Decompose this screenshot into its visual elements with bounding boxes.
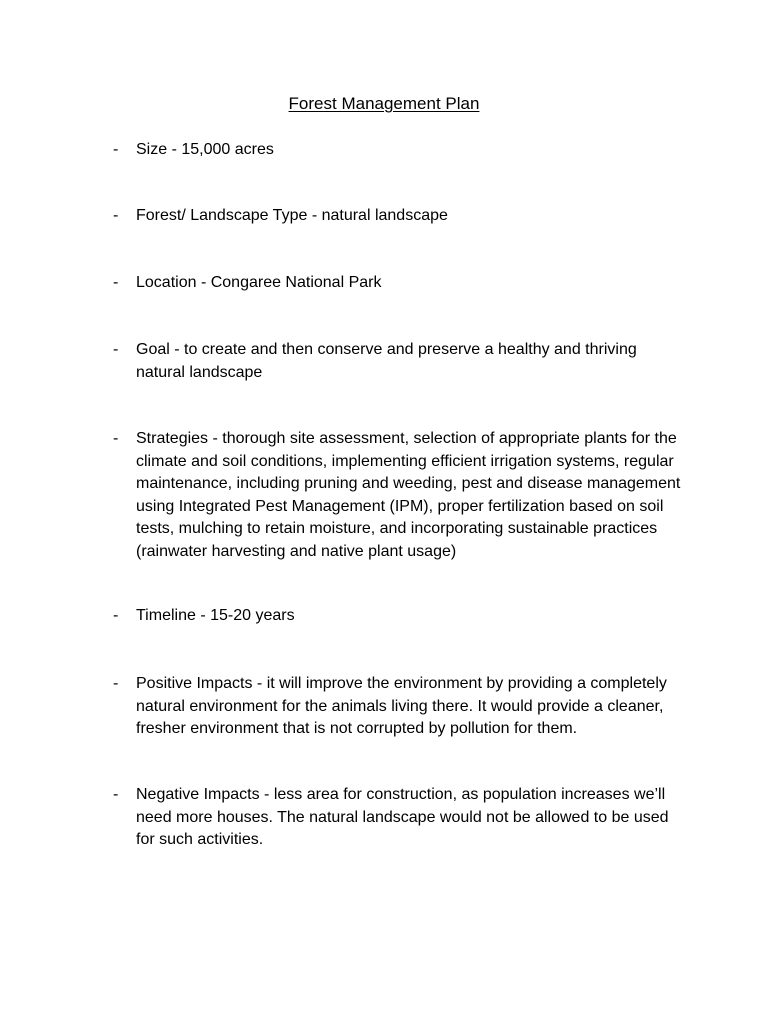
list-item-text: Forest/ Landscape Type - natural landscape bbox=[136, 207, 448, 224]
document-title: Forest Management Plan bbox=[288, 94, 480, 113]
list-item-text: Strategies - thorough site assessment, selection of appropriate plants for the climate and soil conditions, implementing efficient irrigation systems, regular maintenance, including pruning and weeding, pest and disease management using Integrated Pest Management (IPM), proper fertilization based on soil tests, mulching to retain moisture, and incorporating sustainable practices (rainwater harvesting and native plant usage) bbox=[136, 430, 681, 560]
list-item-text: Timeline - 15-20 years bbox=[136, 607, 295, 624]
list-item-text: Positive Impacts - it will improve the environment by providing a completely natural environment for the animals living there. It would provide a cleaner, fresher environment that is not corrupted by pollution for them. bbox=[136, 675, 667, 737]
list-item-text: Negative Impacts - less area for construction, as population increases we’ll need more houses. The natural landscape would not be allowed to be used for such activities. bbox=[136, 786, 669, 848]
bullet-dash: - bbox=[113, 430, 119, 447]
list-item-text: Location - Congaree National Park bbox=[136, 274, 382, 291]
bullet-dash: - bbox=[113, 207, 119, 224]
bullet-dash: - bbox=[113, 341, 119, 358]
bullet-dash: - bbox=[113, 141, 119, 158]
bullet-dash: - bbox=[113, 675, 119, 692]
list-item-text: Goal - to create and then conserve and preserve a healthy and thriving natural landscape bbox=[136, 341, 637, 381]
bullet-dash: - bbox=[113, 274, 119, 291]
bullet-dash: - bbox=[113, 786, 119, 803]
list-item-text: Size - 15,000 acres bbox=[136, 141, 274, 158]
bullet-dash: - bbox=[113, 607, 119, 624]
